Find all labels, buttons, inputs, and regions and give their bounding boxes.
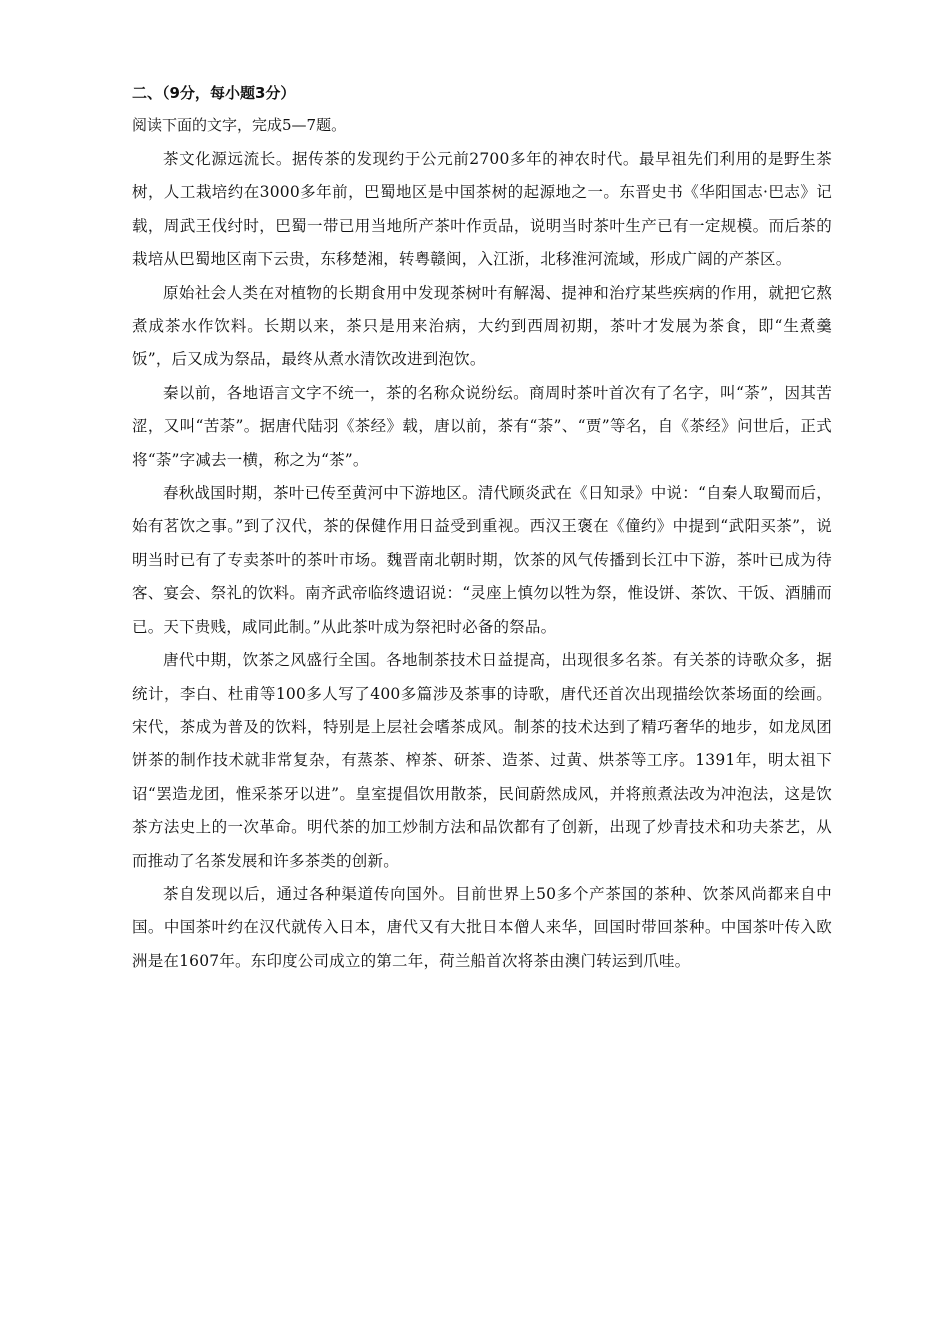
paragraph-3: 秦以前，各地语言文字不统一，茶的名称众说纷纭。商周时茶叶首次有了名字，叫“荼”，因其苦涩，又叫“苦荼”。据唐代陆羽《茶经》载，唐以前，茶有“荼”、“贾”等名，自《茶经》问世后，正式将“荼”字减去一横，称之为“茶”。	[132, 383, 832, 469]
paragraph-4: 春秋战国时期，茶叶已传至黄河中下游地区。清代顾炎武在《日知录》中说：“自秦人取蜀而后，始有茗饮之事。”到了汉代，茶的保健作用日益受到重视。西汉王褒在《僮约》中提到“武阳买茶”，说明当时已有了专卖茶叶的茶叶市场。魏晋南北朝时期，饮茶的风气传播到长江中下游，茶叶已成为待客、宴会、祭礼的饮料。南齐武帝临终遗诏说：“灵座上慎勿以牲为祭，惟设饼、茶饮、干饭、酒脯而已。天下贵贱，咸同此制。”从此茶叶成为祭祀时必备的祭品。	[132, 484, 832, 636]
document-page	[132, 78, 832, 978]
paragraph-6: 茶自发现以后，通过各种渠道传向国外。目前世界上50多个产茶国的茶种、饮茶风尚都来自中国。中国茶叶约在汉代就传入日本，唐代又有大批日本僧人来华，回国时带回茶种。中国茶叶传入欧洲是在1607年。东印度公司成立的第二年，荷兰船首次将茶由澳门转运到爪哇。	[132, 884, 832, 970]
section-title: 二、（9分，每小题3分）	[132, 84, 296, 102]
paragraph-5: 唐代中期，饮茶之风盛行全国。各地制茶技术日益提高，出现很多名茶。有关茶的诗歌众多，据统计，李白、杜甫等100多人写了400多篇涉及茶事的诗歌，唐代还首次出现描绘饮茶场面的绘画。宋代，茶成为普及的饮料，特别是上层社会嗜茶成风。制茶的技术达到了精巧奢华的地步，如龙凤团饼茶的制作技术就非常复杂，有蒸茶、榨茶、研茶、造茶、过黄、烘茶等工序。1391年，明太祖下诏“罢造龙团，惟采茶牙以进”。皇室提倡饮用散茶，民间蔚然成风，并将煎煮法改为冲泡法，这是饮茶方法史上的一次革命。明代茶的加工炒制方法和品饮都有了创新，出现了炒青技术和功夫茶艺，从而推动了名茶发展和许多茶类的创新。	[132, 651, 832, 870]
paragraph-1: 茶文化源远流长。据传茶的发现约于公元前2700多年的神农时代。最早祖先们利用的是野生茶树，人工栽培约在3000多年前，巴蜀地区是中国茶树的起源地之一。东晋史书《华阳国志·巴志》记载，周武王伐纣时，巴蜀一带已用当地所产茶叶作贡品，说明当时茶叶生产已有一定规模。而后茶的栽培从巴蜀地区南下云贵，东移楚湘，转粤赣闽，入江浙，北移淮河流域，形成广阔的产茶区。	[132, 150, 832, 269]
reading-instruction: 阅读下面的文字，完成5—7题。	[132, 116, 347, 134]
paragraph-2: 原始社会人类在对植物的长期食用中发现茶树叶有解渴、提神和治疗某些疾病的作用，就把它熬煮成茶水作饮料。长期以来，茶只是用来治病，大约到西周初期，茶叶才发展为茶食，即“生煮羹饭”，后又成为祭品，最终从煮水清饮改进到泡饮。	[132, 283, 832, 369]
